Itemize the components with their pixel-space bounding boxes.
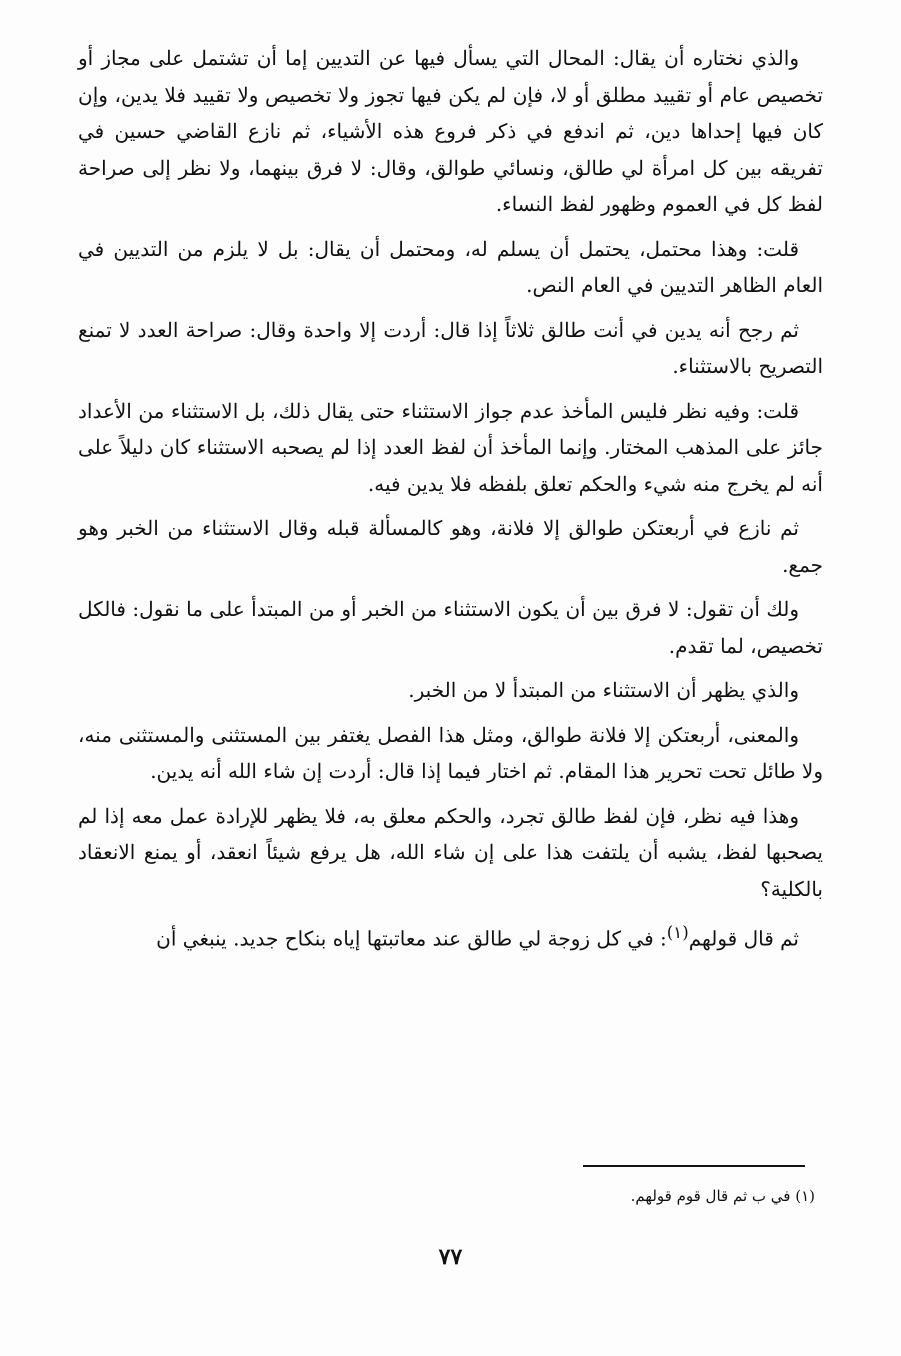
paragraph-6: ولك أن تقول: لا فرق بين أن يكون الاستثناء من الخبر أو من المبتدأ على ما نقول: فالكل تخصيص، لما تقدم. [78, 597, 823, 658]
paragraph-4: قلت: وفيه نظر فليس المأخذ عدم جواز الاستثناء حتى يقال ذلك، بل الاستثناء من الأعداد جائز على المذهب المختار. وإنما المأخذ أن لفظ العدد إذا لم يصحبه الاستثناء كان دليلاً على أنه لم يخرج منه شيء والحكم تعلق بلفظه فلا يدين فيه. [78, 398, 823, 496]
paragraph-1: والذي نختاره أن يقال: المحال التي يسأل فيها عن التديين إما أن تشتمل على مجاز أو تخصيص عام أو تقييد مطلق أو لا، فإن لم يكن فيها تجوز ولا تخصيص ولا تقييد فلا يدين، وإن كان فيها إحداها دين، ثم اندفع في ذكر فروع هذه الأشياء، ثم نازع القاضي حسين في تفريقه بين كل امرأة لي طالق، ونسائي طوالق، وقال: لا فرق بينهما، ولا نظر إلى صراحة لفظ كل في العموم وظهور لفظ النساء. [78, 46, 823, 216]
footnote: (١) في ب ثم قال قوم قولهم. [630, 1187, 815, 1205]
paragraph-2: قلت: وهذا محتمل، يحتمل أن يسلم له، ومحتمل أن يقال: بل لا يلزم من التديين في العام الظاهر التديين في العام النص. [78, 236, 823, 297]
paragraph-7: والذي يظهر أن الاستثناء من المبتدأ لا من الخبر. [408, 678, 799, 702]
paragraph-9: وهذا فيه نظر، فإن لفظ طالق تجرد، والحكم معلق به، فلا يظهر للإرادة عمل معه إذا لم يصحبها لفظ، يشبه أن يلتفت هذا على إن شاء الله، هل يرفع شيئاً انعقد، أو يمنع الانعقاد بالكلية؟ [78, 803, 823, 901]
paragraph-10 [78, 915, 823, 957]
footnote-reference: (١) [666, 923, 689, 942]
paragraph-10-end: : في كل زوجة لي طالق عند معاتبتها إياه بنكاح جديد. ينبغي أن [156, 926, 667, 951]
paragraph-10-start: ثم قال قولهم [688, 926, 799, 951]
paragraph-3: ثم رجح أنه يدين في أنت طالق ثلاثاً إذا قال: أردت إلا واحدة وقال: صراحة العدد لا تمنع التصريح بالاستثناء. [78, 317, 823, 378]
paragraph-5: ثم نازع في أربعتكن طوالق إلا فلانة، وهو كالمسألة قبله وقال الاستثناء من الخبر وهو جمع. [78, 516, 823, 577]
footnote-divider [583, 1165, 805, 1167]
page-number: ٧٧ [438, 1244, 463, 1270]
paragraph-8: والمعنى، أربعتكن إلا فلانة طوالق، ومثل هذا الفصل يغتفر بين المستثنى والمستثنى منه، ولا طائل تحت تحرير هذا المقام. ثم اختار فيما إذا قال: أردت إن شاء الله أنه يدين. [78, 722, 823, 783]
main-text [78, 40, 823, 965]
